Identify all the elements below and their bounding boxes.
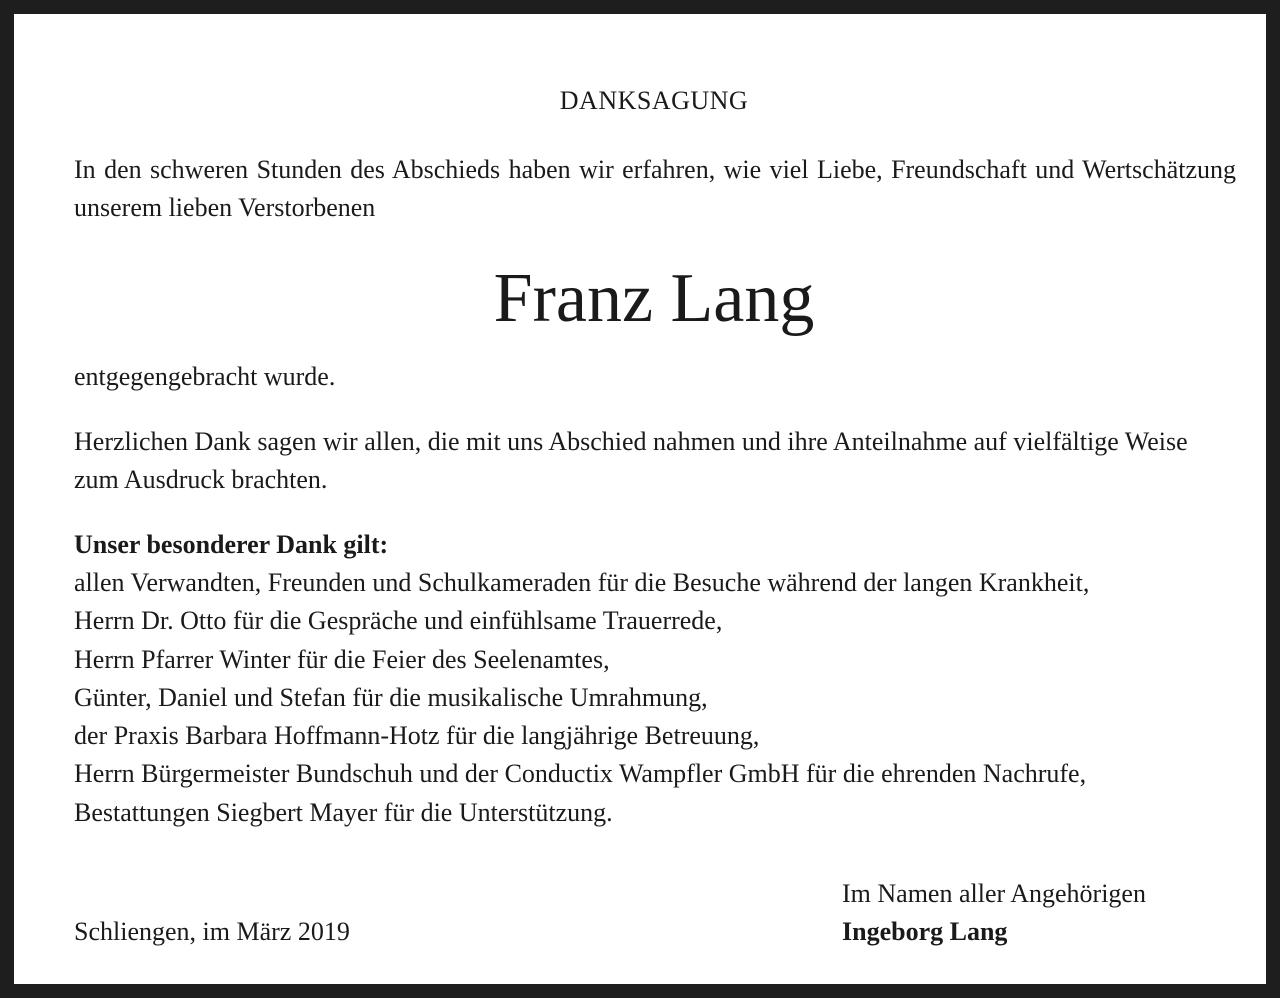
on-behalf-line: Im Namen aller Angehörigen xyxy=(842,879,1146,908)
list-item: Herrn Bürgermeister Bundschuh und der Conductix Wampfler GmbH für die ehrenden Nachrufe, xyxy=(74,759,1087,789)
list-item: Günter, Daniel und Stefan für die musikalische Umrahmung, xyxy=(74,682,708,712)
list-item: der Praxis Barbara Hoffmann-Hotz für die langjährige Betreuung, xyxy=(74,721,760,751)
thanks-paragraph: Herzlichen Dank sagen wir allen, die mit uns Abschied nahmen und ihre Anteilnahme auf vielfältige Weise zum Ausdruck brachten. xyxy=(74,427,1188,494)
special-thanks-list xyxy=(74,564,1089,832)
signature-block xyxy=(842,875,1146,951)
special-thanks-title: Unser besonderer Dank gilt: xyxy=(74,530,389,559)
list-item: Herrn Pfarrer Winter für die Feier des Seelenamtes, xyxy=(74,644,610,674)
list-item: allen Verwandten, Freunden und Schulkameraden für die Besuche während der langen Krankheit, xyxy=(74,568,1090,597)
deceased-name: Franz Lang xyxy=(493,260,815,337)
list-item: Bestattungen Siegbert Mayer für die Unterstützung. xyxy=(74,797,613,827)
notice-heading: DANKSAGUNG xyxy=(559,86,749,115)
list-item: Herrn Dr. Otto für die Gespräche und einfühlsame Trauerrede, xyxy=(74,606,723,636)
signer-name: Ingeborg Lang xyxy=(842,917,1008,946)
intro-paragraph: In den schweren Stunden des Abschieds haben wir erfahren, wie viel Liebe, Freundschaft und Wertschätzung unserem lieben Verstorbenen xyxy=(74,155,1236,222)
intro-continued: entgegengebracht wurde. xyxy=(74,362,336,391)
place-date: Schliengen, im März 2019 xyxy=(74,917,350,946)
